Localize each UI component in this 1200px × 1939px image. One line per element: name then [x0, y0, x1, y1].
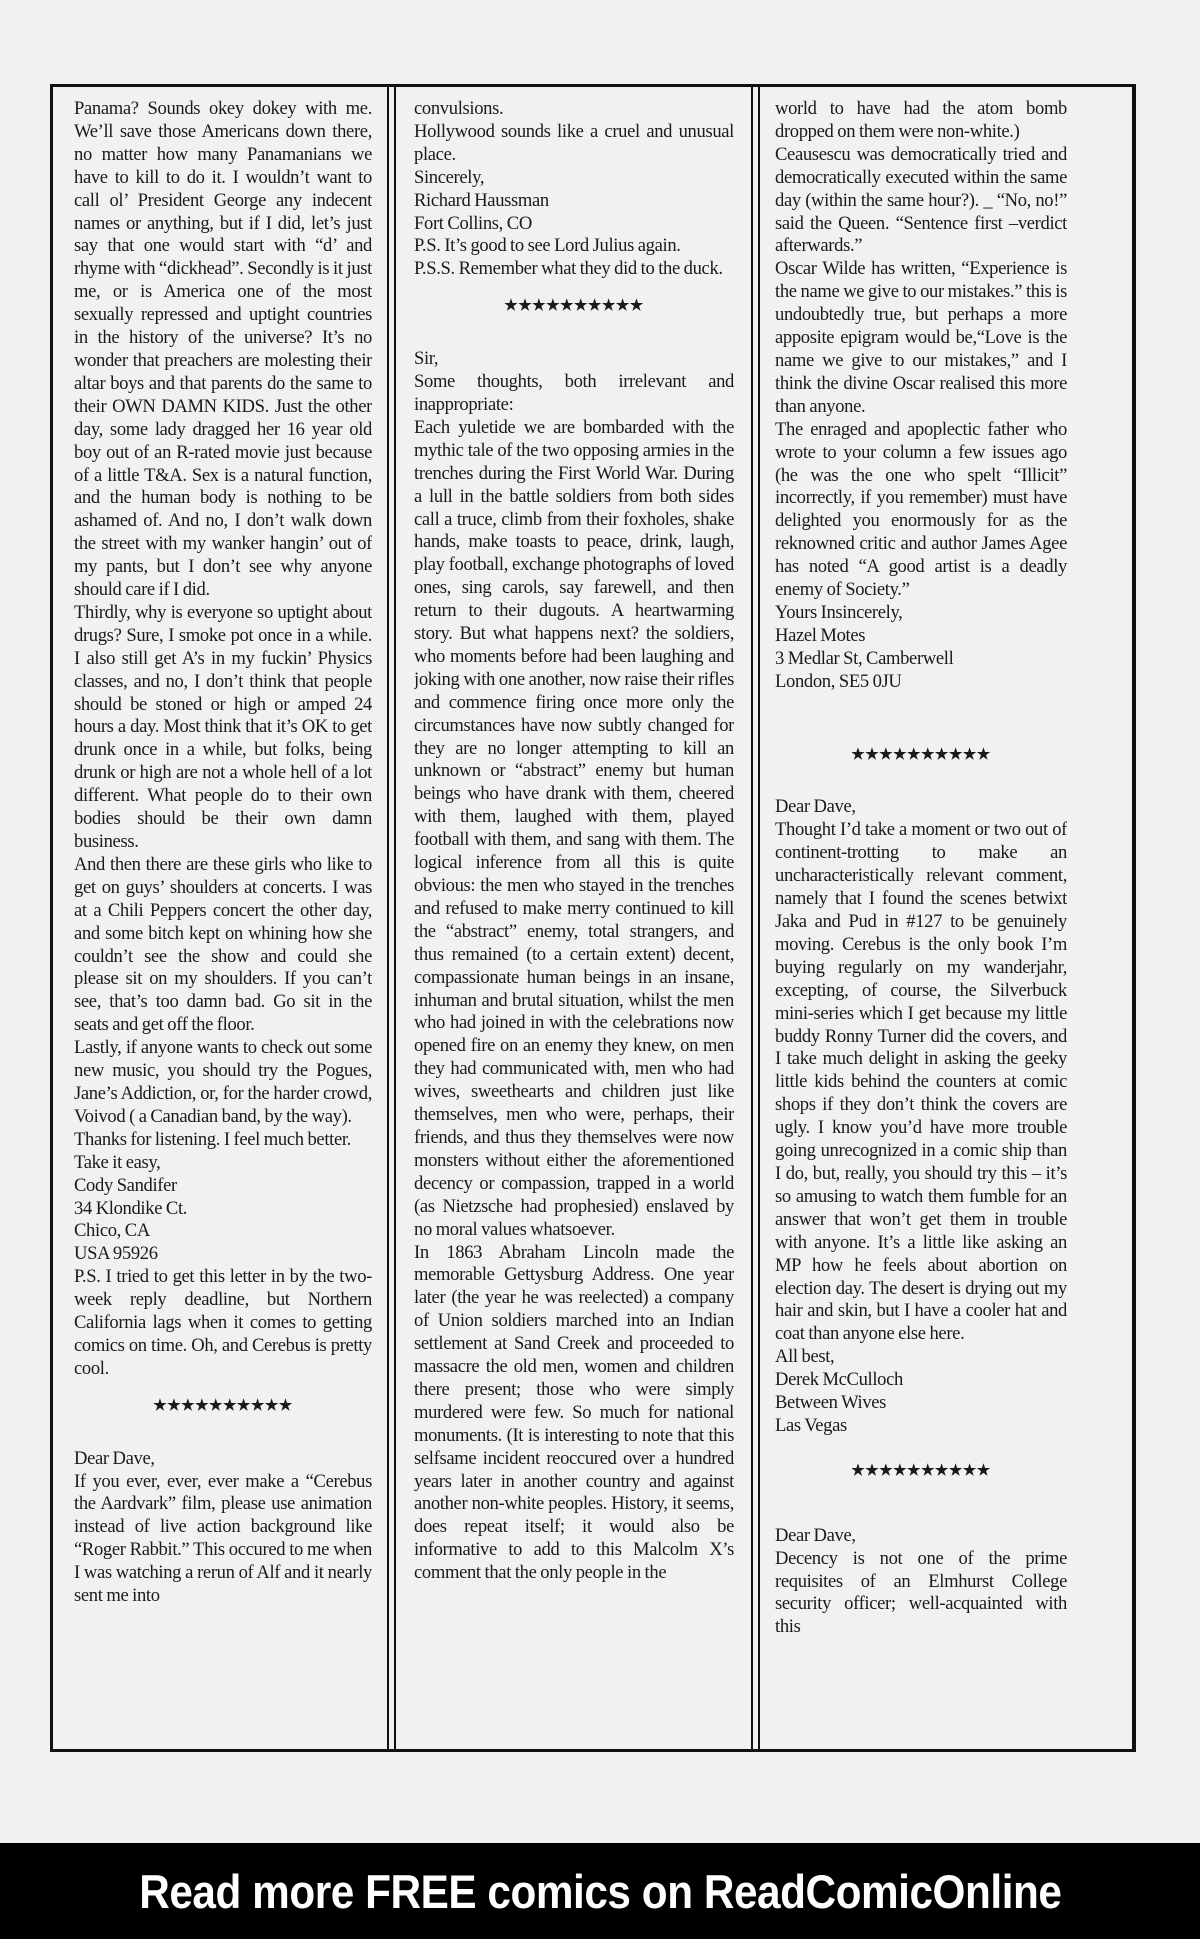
letter-line: USA 95926 [74, 1243, 158, 1265]
letter-paragraph: In 1863 Abraham Lincoln made the memorable Gettysburg Address. One year later (the year he was reelected) a company of Union soldiers marched into an Indian settlement at Sand Creek and proceeded to massacre the old men, women and children there present; those who were simply murdered were few. So much for national monuments. (It is interesting to note that this selfsame incident reoccured over a hundred years later in another country and against another non-white peoples. History, it seems, does repeat itself; it would also be informative to add to this Malcolm X’s comment that the only people in the [414, 1241, 734, 1584]
letter-paragraph: world to have had the atom bomb dropped on them were non-white.) [775, 98, 1067, 142]
letter-line: Sincerely, [414, 166, 485, 188]
letter-paragraph: Lastly, if anyone wants to check out some new music, you should try the Pogues, Jane’s Addiction, or, for the harder crowd, Voivod ( a Canadian band, by the way). [74, 1037, 372, 1127]
letter-line: Richard Haussman [414, 189, 549, 211]
letter-line: 34 Klondike Ct. [74, 1197, 188, 1219]
letter-paragraph: Ceausescu was democratically tried and democratically executed within the same day (within the same hour?). _ “No, no!” said the Queen. “Sentence first –verdict afterwards.” [775, 143, 1067, 257]
letter-paragraph: Thirdly, why is everyone so uptight about drugs? Sure, I smoke pot once in a while. I also still get A’s in my fuckin’ Physics classes, and no, I don’t think that people should be stoned or high or amped 24 hours a day. Most think that it’s OK to get drunk once in a while, but folks, being drunk or high are not a whole hell of a lot different. What people do to their own bodies should be their own damn business. [74, 601, 372, 852]
letter-line: Fort Collins, CO [414, 212, 532, 234]
letter-paragraph: Hollywood sounds like a cruel and unusual place. [414, 120, 734, 165]
letter-line: Dear Dave, [775, 1524, 856, 1546]
letter-paragraph: Decency is not one of the prime requisites of an Elmhurst College security officer; well-acquainted with this [775, 1547, 1067, 1638]
letter-line: Between Wives [775, 1392, 887, 1414]
letter-line: Dear Dave, [775, 796, 856, 818]
letter-paragraph: The enraged and apoplectic father who wrote to your column a few issues ago (he was the one who spelt “Illicit” incorrectly, if you remember) must have delighted you enormously for as the reknowned critic and author James Agee has noted “A good artist is a deadly enemy of Society.” [775, 418, 1067, 601]
letter-line: Hazel Motes [775, 624, 866, 646]
letter-paragraph: Thanks for listening. I feel much better. [74, 1128, 351, 1150]
promo-banner-text[interactable]: Read more FREE comics on ReadComicOnline [138, 1864, 1062, 1918]
letter-line: Derek McCulloch [775, 1369, 903, 1391]
letter-paragraph: P.S. It’s good to see Lord Julius again. [414, 235, 681, 257]
letter-paragraph: Panama? Sounds okey dokey with me. We’ll save those Americans down there, no matter how many Panamanians we have to kill to do it. I wouldn’t want to call ol’ President George any indecent names or anything, but if I did, let’s just say that one would start with “d’ and rhyme with “dickhead”. Secondly is it just me, or is America one of the most sexually repressed and uptight countries in the history of the universe? It’s no wonder that preachers are molesting their altar boys and that parents do the same to their OWN DAMN KIDS. Just the other day, some lady dragged her 16 year old boy out of an R-rated movie just because of a little T&A. Sex is a natural function, and the human body is nothing to be ashamed of. And no, I don’t walk down the street with my wanker hangin’ out of my pants, but I don’t see why anyone should care if I did. [74, 98, 372, 601]
letter-line: Dear Dave, [74, 1447, 155, 1469]
star-separator: ★★★★★★★★★★ [851, 1462, 991, 1479]
letter-line: Cody Sandifer [74, 1174, 177, 1196]
letter-paragraph: P.S.S. Remember what they did to the duck. [414, 258, 723, 280]
letter-line: Sir, [414, 348, 439, 370]
letter-paragraph: Thought I’d take a moment or two out of continent-trotting to make an uncharacteristically relevant comment, namely that I found the scenes betwixt Jaka and Pud in #127 to be genuinely moving. Cerebus is the only book I’m buying regularly on my wanderjahr, excepting, of course, the Silverbuck mini-series which I get because my little buddy Ronny Turner did the covers, and I take much delight in asking the geeky little kids behind the counters at comic shops if they don’t think the covers are ugly. I know you’d have more trouble going unrecognized in a comic ship than I do, but, really, you should try this – it’s so amusing to watch them fumble for an answer that won’t get them in trouble with anyone. It’s a little like asking an MP how he feels about abortion on election day. The desert is drying out my hair and skin, but I have a cooler hat and coat than anyone else here. [775, 819, 1067, 1345]
letter-line: convulsions. [414, 98, 504, 119]
column-divider [751, 84, 760, 1752]
star-separator: ★★★★★★★★★★ [153, 1397, 293, 1414]
letters-column-2 [414, 98, 734, 1746]
letter-line: All best, [775, 1346, 835, 1368]
letter-paragraph: And then there are these girls who like to get on guys’ shoulders at concerts. I was at a Chili Peppers concert the other day, and some bitch kept on whining how she couldn’t see the show and could she please sit on my shoulders. If you can’t see, that’s too damn bad. Go sit in the seats and get off the floor. [74, 853, 372, 1036]
letter-paragraph: Some thoughts, both irrelevant and inappropriate: [414, 371, 734, 415]
letter-line: Chico, CA [74, 1220, 150, 1242]
letter-line: Take it easy, [74, 1151, 161, 1173]
letters-column-1 [74, 98, 372, 1746]
promo-banner[interactable] [0, 1843, 1200, 1939]
letter-line: Las Vegas [775, 1414, 847, 1436]
star-separator: ★★★★★★★★★★ [504, 298, 644, 315]
letter-paragraph: Each yuletide we are bombarded with the mythic tale of the two opposing armies in the trenches during the First World War. During a lull in the battle soldiers from both sides call a truce, climb from their foxholes, shake hands, make toasts to peace, drink, laugh, play football, exchange photographs of loved ones, sing carols, say farewell, and then return to their dugouts. A heartwarming story. But what happens next? the soldiers, who moments before had been laughing and joking with one another, now raise their rifles and commence firing once more only the circumstances have now subtly changed for they are no longer attempting to kill an unknown or “abstract” enemy but human beings who have drank with them, cheered with them, laughed with them, played football with them, and sang with them. The logical inference from all this is quite obvious: the men who stayed in the trenches and refused to make merry continued to kill the “abstract” enemy, total strangers, and thus remained (to a certain extent) decent, compassionate human beings in an insane, inhuman and brutal situation, whilst the men who had joined in with the celebrations now opened fire on an enemy they knew, on men they had communicated with, men who had wives, sweethearts and children just like themselves, men who were, perhaps, their friends, and thus they themselves were now monsters without either the aforementioned decency or compassion, trapped in a world (as Nietzsche had prophesied) enslaved by no moral values whatsoever. [414, 416, 734, 1240]
letter-line: 3 Medlar St, Camberwell [775, 647, 954, 669]
letter-paragraph: Oscar Wilde has written, “Experience is the name we give to our mistakes.” this is undoubtedly true, but perhaps a more apposite epigram would be,“Love is the name we give to our mistakes,” and I think the divine Oscar realised this more than anyone. [775, 258, 1067, 417]
column-divider [387, 84, 396, 1752]
letter-paragraph: P.S. I tried to get this letter in by the two-week reply deadline, but Northern California lags when it comes to getting comics on time. Oh, and Cerebus is pretty cool. [74, 1266, 372, 1379]
star-separator: ★★★★★★★★★★ [851, 746, 991, 763]
letters-column-3 [775, 98, 1067, 1746]
letter-line: London, SE5 0JU [775, 670, 902, 692]
letter-line: Yours Insincerely, [775, 601, 903, 623]
letter-paragraph: If you ever, ever, ever make a “Cerebus the Aardvark” film, please use animation instead of live action background like “Roger Rabbit.” This occured to me when I was watching a rerun of Alf and it nearly sent me into [74, 1470, 372, 1607]
